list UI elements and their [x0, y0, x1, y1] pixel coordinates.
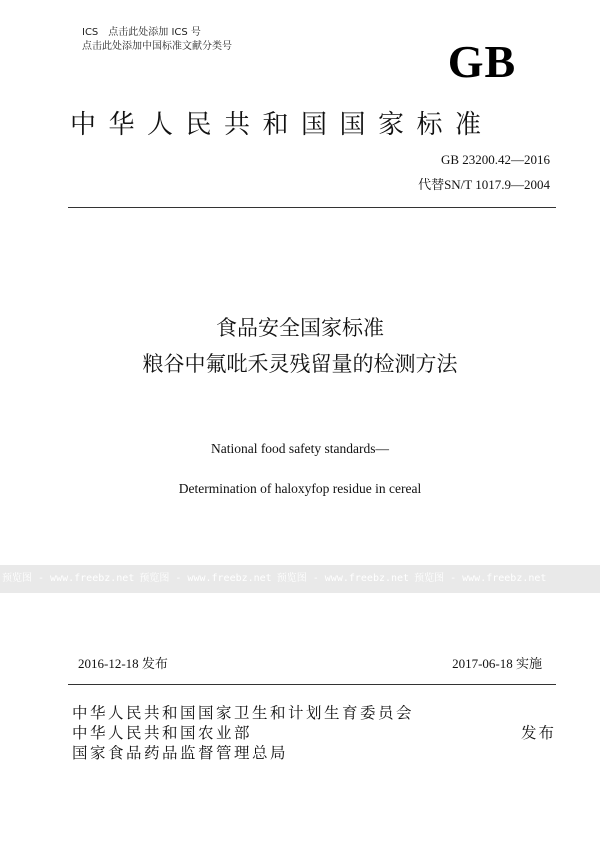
title-english-line-2: Determination of haloxyfop residue in cereal [178, 481, 422, 496]
issuer-line-3: 国家食品药品监督管理总局 [72, 744, 289, 762]
implementation-date: 2017-06-18 实施 [452, 656, 542, 671]
standard-number: GB 23200.42—2016 [440, 152, 550, 167]
watermark-text: 预览图 - www.freebz.net [414, 573, 547, 584]
issuer-line-2: 中华人民共和国农业部 [72, 724, 253, 742]
gb-logo: GB [447, 36, 517, 87]
classification-number-line: 点击此处添加中国标准文献分类号 [82, 41, 232, 52]
issuer-line-1: 中华人民共和国国家卫生和计划生育委员会 [72, 704, 415, 722]
watermark-text: 预览图 - www.freebz.net [2, 573, 135, 584]
watermark-row [2, 571, 546, 587]
footer-divider [68, 684, 556, 685]
watermark-text: 预览图 - www.freebz.net [139, 573, 272, 584]
ics-number-line: ICS 点击此处添加 ICS 号 [82, 27, 201, 38]
title-chinese-line-2: 粮谷中氟吡禾灵残留量的检测方法 [142, 352, 458, 376]
publish-label: 发布 [520, 724, 556, 742]
title-chinese-line-1: 食品安全国家标准 [216, 316, 384, 340]
header-divider [68, 207, 556, 208]
watermark-text: 预览图 - www.freebz.net [276, 573, 410, 584]
watermark-band [0, 565, 600, 593]
replaced-standard: 代替SN/T 1017.9—2004 [418, 177, 550, 192]
issue-date: 2016-12-18 发布 [78, 656, 168, 671]
standard-category-title: 中华人民共和国国家标准 [70, 110, 494, 140]
title-english-line-1: National food safety standards— [210, 441, 390, 456]
